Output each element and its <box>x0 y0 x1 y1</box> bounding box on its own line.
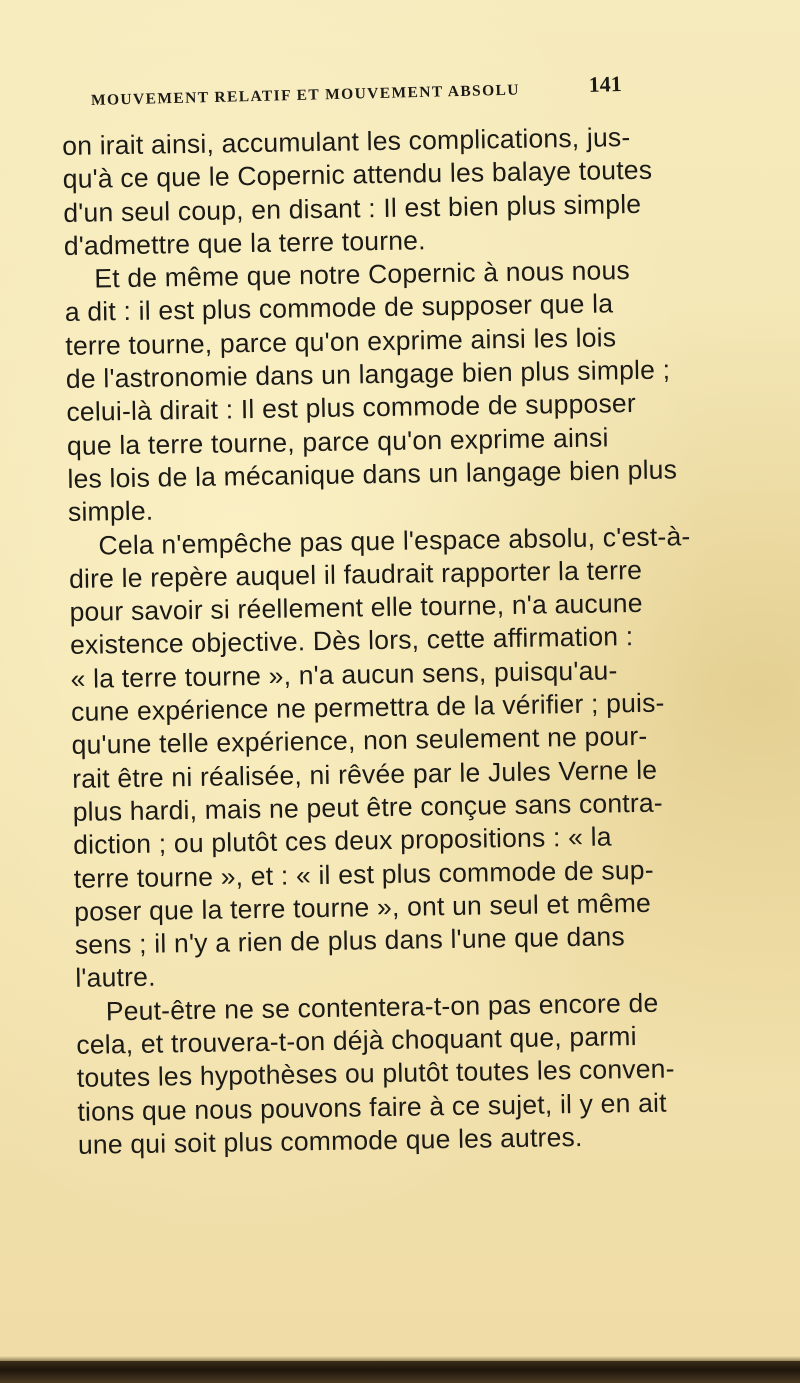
text-line: de l'astronomie dans un langage bien plus simple ; <box>65 354 671 395</box>
text-line: diction ; ou plutôt ces deux propositions : « la <box>72 821 612 861</box>
text-line: rait être ni réalisée, ni rêvée par le Jules Verne le <box>71 754 658 794</box>
text-line: cune expérience ne permettra de la vérifier ; puis- <box>70 687 665 727</box>
text-line: qu'à ce que le Copernic attendu les balaye toutes <box>62 155 653 195</box>
text-line: d'admettre que la terre tourne. <box>63 225 426 261</box>
text-line: simple. <box>67 495 154 528</box>
text-line: cela, et trouvera-t-on déjà choquant que, parmi <box>76 1021 637 1060</box>
text-line: qu'une telle expérience, non seulement ne pour- <box>71 721 648 761</box>
paragraph-start-line: Peut-être ne se contentera-t-on pas encore de <box>105 987 659 1027</box>
body-text <box>62 119 758 1162</box>
text-line: on irait ainsi, accumulant les complications, jus- <box>62 122 631 161</box>
page-number: 141 <box>588 71 623 97</box>
text-line: que la terre tourne, parce qu'on exprime ainsi <box>66 422 609 461</box>
text-line: dire le repère auquel il faudrait rapporter la terre <box>68 554 643 594</box>
running-head: MOUVEMENT RELATIF ET MOUVEMENT ABSOLU <box>90 81 521 109</box>
text-line: une qui soit plus commode que les autres. <box>77 1121 583 1160</box>
text-line: terre tourne, parce qu'on exprime ainsi les lois <box>65 322 617 361</box>
text-line: tions que nous pouvons faire à ce sujet, il y en ait <box>77 1087 667 1127</box>
text-line: poser que la terre tourne », ont un seul et même <box>74 887 652 927</box>
text-line: existence objective. Dès lors, cette affirmation : <box>69 621 634 661</box>
text-line: sens ; il n'y a rien de plus dans l'une que dans <box>74 921 626 961</box>
text-line: terre tourne », et : « il est plus commode de sup- <box>73 854 654 894</box>
text-line: a dit : il est plus commode de supposer que la <box>64 288 614 328</box>
page-bottom-edge <box>0 1361 800 1383</box>
text-line: pour savoir si réellement elle tourne, n'a aucune <box>69 588 643 628</box>
text-line: celui-là dirait : Il est plus commode de supposer <box>66 388 637 428</box>
text-line: toutes les hypothèses ou plutôt toutes les conven- <box>76 1053 675 1094</box>
text-line: « la terre tourne », n'a aucun sens, puisqu'au- <box>70 655 618 694</box>
text-line: plus hardi, mais ne peut être conçue sans contra- <box>72 787 664 827</box>
page-header <box>91 68 732 120</box>
paragraph-start-line: Et de même que notre Copernic à nous nous <box>94 255 631 294</box>
paragraph-start-line: Cela n'empêche pas que l'espace absolu, c'est-à- <box>98 520 691 561</box>
text-line: d'un seul coup, en disant : Il est bien plus simple <box>63 188 642 228</box>
text-line: l'autre. <box>75 962 156 994</box>
text-line: les lois de la mécanique dans un langage bien plus <box>67 454 678 494</box>
